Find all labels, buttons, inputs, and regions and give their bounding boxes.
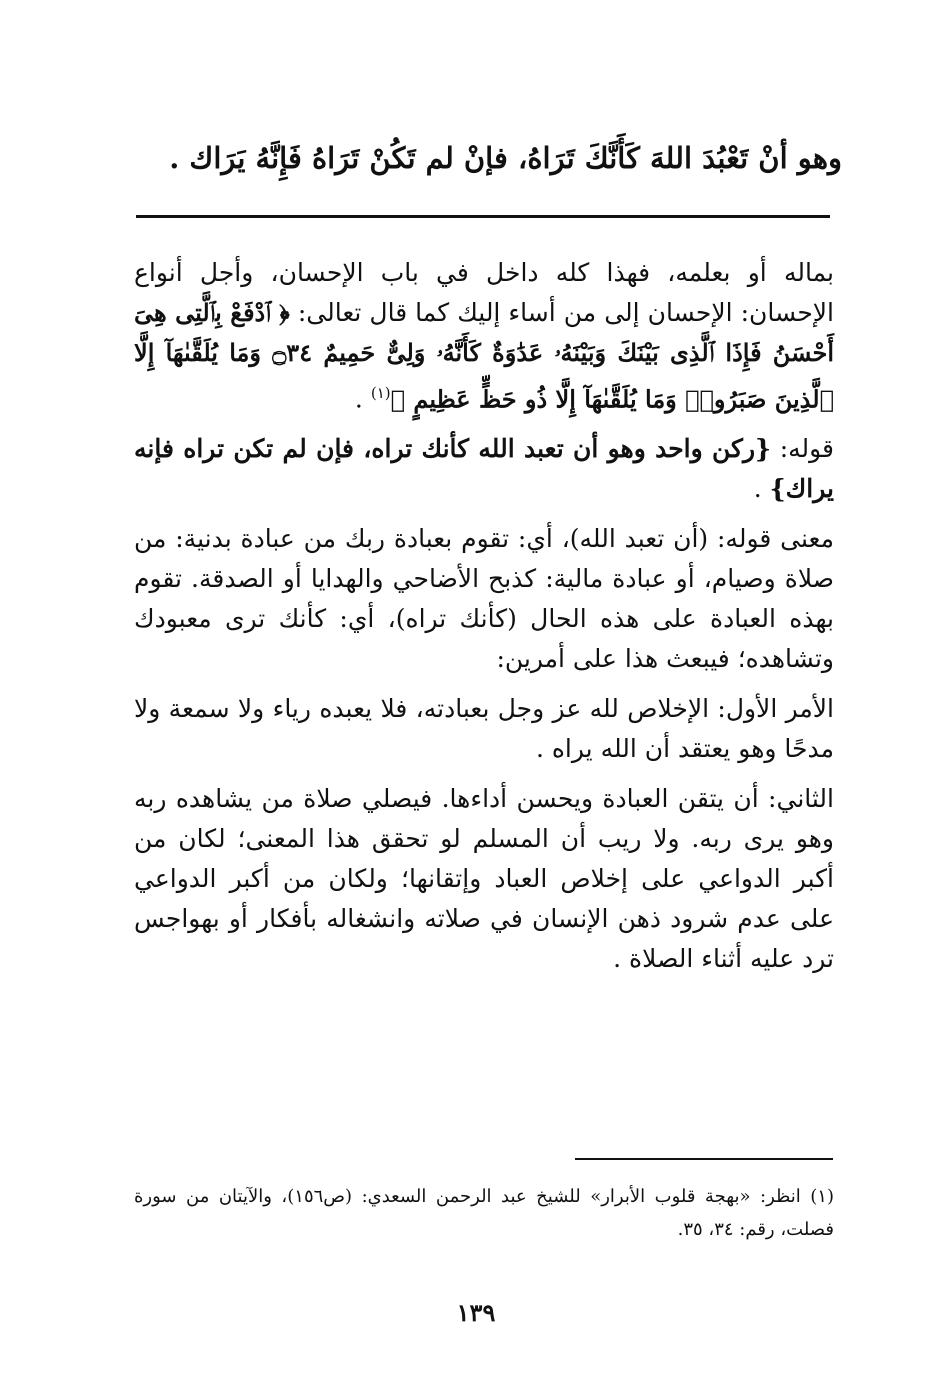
matn-text: {ركن واحد وهو أن تعبد الله كأنك تراه، فإن لم تكن تراه فإنه يراك} xyxy=(134,434,834,504)
paragraph-ihsan xyxy=(134,253,834,419)
body-text xyxy=(134,253,834,989)
quran-quote: ﴿ ٱدْفَعْ بِٱلَّتِى هِىَ أَحْسَنُ فَإِذَا ٱلَّذِى بَيْنَكَ وَبَيْنَهُۥ عَدَٰوَةٌ كَأَنَّهُۥ وَلِىٌّ حَمِيمٌ ۝٣٤ وَمَا يُلَقَّىٰهَآ إِلَّا ٱلَّذِينَ صَبَرُوا۟ وَمَا يُلَقَّىٰهَآ إِلَّا ذُو حَظٍّ عَظِيمٍ ﴾ xyxy=(134,298,834,414)
footnote-divider xyxy=(575,1158,833,1160)
footnote: (١) انظر: «بهجة قلوب الأبرار» للشيخ عبد الرحمن السعدي: (ص١٥٦)، والآيتان من سورة فصلت، رقم: ٣٤، ٣٥. xyxy=(134,1186,834,1240)
paragraph-second-matter: الثاني: أن يتقن العبادة ويحسن أداءها. فيصلي صلاة من يشاهده ربه وهو يرى ربه. ولا ريب أن المسلم لو تحقق هذا المعنى؛ لكان من أكبر الدواعي على إخلاص العباد وإتقانها؛ ولكان من أكبر الدواعي على عدم شرود ذهن الإنسان في صلاته وانشغاله بأفكار أو بهواجس ترد عليه أثناء الصلاة . xyxy=(134,784,834,974)
paragraph-first-matter: الأمر الأول: الإخلاص لله عز وجل بعبادته، فلا يعبده رياء ولا سمعة ولا مدحًا وهو يعتقد أن الله يراه . xyxy=(134,694,834,764)
footnote-marker: (١) xyxy=(370,384,391,402)
paragraph-matn-end: . xyxy=(753,474,770,504)
page-number: ١٣٩ xyxy=(456,1298,496,1327)
paragraph-ihsan-end: . xyxy=(354,384,371,414)
paragraph-matn-lead: قوله: xyxy=(771,434,835,464)
paragraph-matn xyxy=(134,429,834,509)
paragraph-meaning: معنى قوله: (أن تعبد الله)، أي: تقوم بعبادة ربك من عبادة بدنية: من صلاة وصيام، أو عبادة مالية: كذبح الأضاحي والهدايا أو الصدقة. تقوم بهذه العبادة على هذه الحال (كأنك تراه)، أي: كأنك ترى معبودك وتشاهده؛ فيبعث هذا على أمرين: xyxy=(134,524,834,674)
hadith-header-line: وهو أنْ تَعْبُدَ اللهَ كَأَنَّكَ تَرَاهُ، فإنْ لم تَكُنْ تَرَاهُ فَإِنَّهُ يَرَاك . xyxy=(169,141,842,175)
top-divider xyxy=(136,215,830,218)
paragraph-ihsan-lead: بماله أو بعلمه، فهذا كله داخل في باب الإحسان، وأجل أنواع الإحسان: الإحسان إلى من أساء إليك كما قال تعالى: xyxy=(134,258,834,327)
